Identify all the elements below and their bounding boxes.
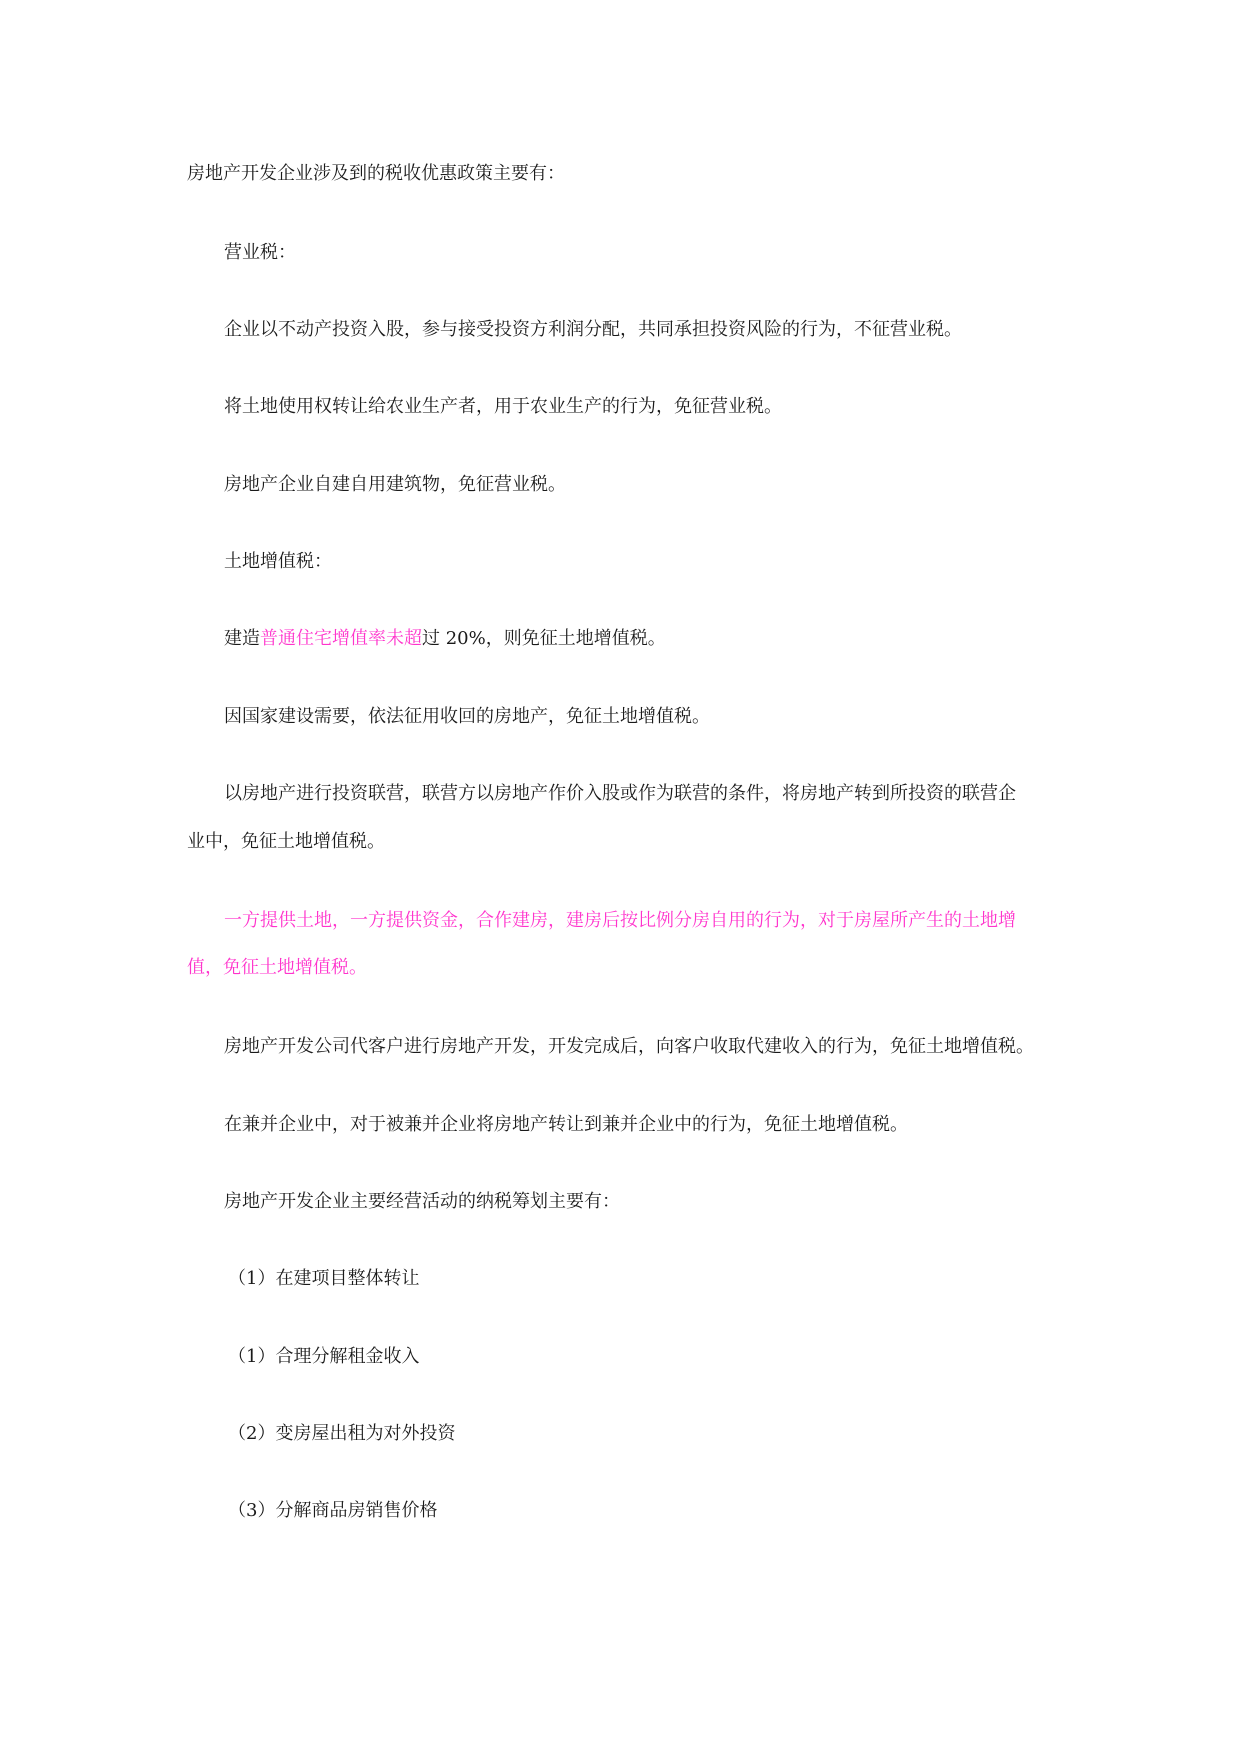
- land-vat-heading: 土地增值税：: [224, 551, 332, 572]
- land-vat-item-2: 因国家建设需要，依法征用收回的房地产，免征土地增值税。: [224, 706, 710, 727]
- planning-item-3: （2）变房屋出租为对外投资: [228, 1423, 456, 1444]
- land-vat-item-4-line-2: 值，免征土地增值税。: [187, 957, 367, 978]
- business-tax-item-2: 将土地使用权转让给农业生产者，用于农业生产的行为，免征营业税。: [224, 396, 782, 417]
- land-vat-item-5: 房地产开发公司代客户进行房地产开发，开发完成后，向客户收取代建收入的行为，免征土地增值税。: [224, 1036, 1034, 1057]
- business-tax-item-3: 房地产企业自建自用建筑物，免征营业税。: [224, 474, 566, 495]
- land-vat-item-1: [224, 628, 666, 650]
- land-vat-item-6: 在兼并企业中，对于被兼并企业将房地产转让到兼并企业中的行为，免征土地增值税。: [224, 1114, 908, 1135]
- planning-heading: 房地产开发企业主要经营活动的纳税筹划主要有：: [224, 1191, 620, 1212]
- business-tax-heading: 营业税：: [224, 242, 296, 263]
- planning-item-1: （1）在建项目整体转让: [228, 1268, 420, 1289]
- land-vat-item-4-line-1: 一方提供土地，一方提供资金，合作建房，建房后按比例分房自用的行为，对于房屋所产生的土地增: [224, 910, 1016, 931]
- land-vat-item-3-line-2: 业中，免征土地增值税。: [187, 831, 385, 852]
- planning-item-2: （1）合理分解租金收入: [228, 1346, 420, 1367]
- land-vat-item-1-prefix: 建造: [224, 628, 260, 649]
- intro-text: 房地产开发企业涉及到的税收优惠政策主要有：: [187, 163, 565, 184]
- business-tax-item-1: 企业以不动产投资入股，参与接受投资方利润分配，共同承担投资风险的行为，不征营业税。: [224, 319, 962, 340]
- planning-item-4: （3）分解商品房销售价格: [228, 1500, 438, 1521]
- land-vat-item-1-highlight: 普通住宅增值率未超: [260, 628, 422, 649]
- land-vat-item-3-line-1: 以房地产进行投资联营，联营方以房地产作价入股或作为联营的条件，将房地产转到所投资的联营企: [224, 783, 1016, 804]
- land-vat-item-1-suffix: 过 20%，则免征土地增值税。: [422, 628, 666, 649]
